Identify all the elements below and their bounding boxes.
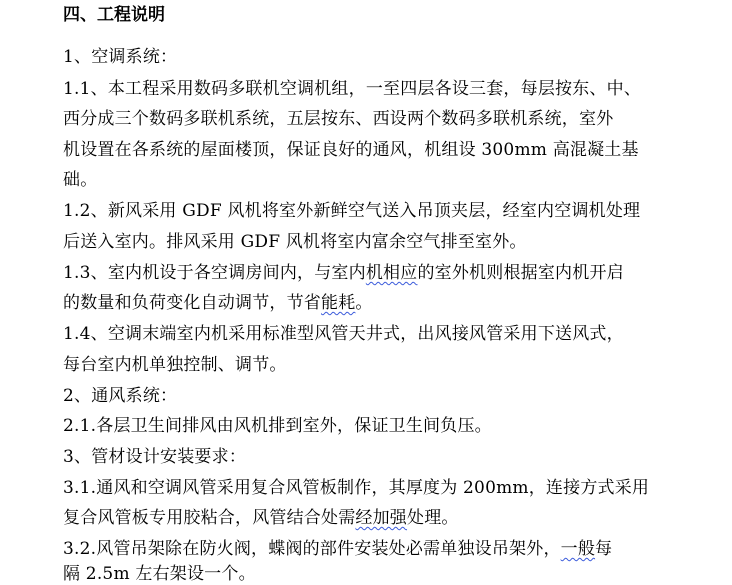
line-text: 每 xyxy=(595,539,613,559)
spellcheck-underlined-text: 经加强 xyxy=(355,508,408,528)
paragraph-line: 1、空调系统： xyxy=(63,47,178,67)
paragraph-line xyxy=(63,262,624,284)
paragraph-line: 机设置在各系统的屋面楼顶，保证良好的通风，机组设 300mm 高混凝土基 xyxy=(63,140,639,160)
spellcheck-underlined-text: 能耗 xyxy=(321,293,356,313)
line-text: 的数量和负荷变化自动调节，节省 xyxy=(63,293,321,313)
paragraph-line: 3、管材设计安装要求： xyxy=(63,447,247,467)
paragraph-line: 西分成三个数码多联机系统，五层按东、西设两个数码多联机系统，室外 xyxy=(63,109,614,129)
line-text: 处理。 xyxy=(407,508,459,528)
line-text: 1.3、室内机设于各空调房间内，与室内 xyxy=(63,263,366,283)
paragraph-line: 每台室内机单独控制、调节。 xyxy=(63,355,287,375)
paragraph-line xyxy=(63,507,459,529)
line-text: 复合风管板专用胶粘合，风管结合处需 xyxy=(63,508,356,528)
paragraph-line: 1.4、空调末端室内机采用标准型风管天井式，出风接风管采用下送风式， xyxy=(63,324,624,344)
line-text: 的室外机则根据室内机开启 xyxy=(417,263,624,283)
spellcheck-underlined-text: 机相应 xyxy=(365,263,418,283)
paragraph-line: 2、通风系统： xyxy=(63,386,178,406)
paragraph-line: 1.1、本工程采用数码多联机空调机组，一至四层各设三套，每层按东、中、 xyxy=(63,79,642,99)
paragraph-line: 3.1.通风和空调风管采用复合风管板制作，其厚度为 200mm，连接方式采用 xyxy=(63,478,650,498)
paragraph-line: 础。 xyxy=(63,170,98,190)
line-text: 3.2.风管吊架除在防火阀，蝶阀的部件安装处必需单独设吊架外， xyxy=(63,539,561,559)
paragraph-line: 1.2、新风采用 GDF 风机将室外新鲜空气送入吊顶夹层，经室内空调机处理 xyxy=(63,201,641,221)
paragraph-line: 隔 2.5m 左右架设一个。 xyxy=(63,564,256,584)
paragraph-line xyxy=(63,292,373,314)
paragraph-line: 后送入室内。排风采用 GDF 风机将室内富余空气排至室外。 xyxy=(63,232,527,252)
paragraph-line: 2.1.各层卫生间排风由风机排到室外，保证卫生间负压。 xyxy=(63,416,492,436)
line-text: 。 xyxy=(355,293,373,313)
paragraph-line xyxy=(63,538,612,560)
spellcheck-underlined-text: 一般 xyxy=(560,539,596,559)
section-heading: 四、工程说明 xyxy=(63,5,165,25)
